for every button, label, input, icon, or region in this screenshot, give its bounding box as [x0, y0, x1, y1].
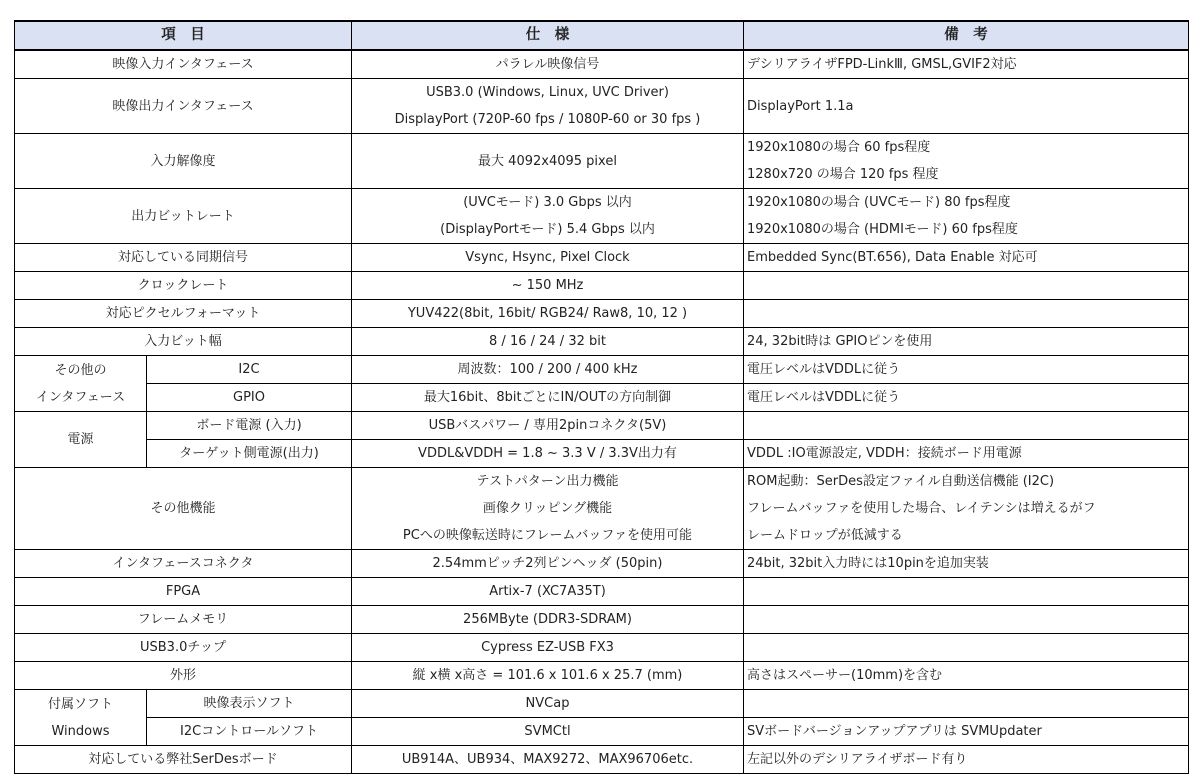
note-cell: [744, 634, 1189, 662]
spec-cell: YUV422(8bit, 16bit/ RGB24/ Raw8, 10, 12 ): [352, 300, 744, 328]
row-label: フレームメモリ: [15, 606, 352, 634]
note-cell: 1920x1080の場合 60 fps程度 1280x720 の場合 120 fps 程度: [744, 134, 1189, 189]
note-cell: [744, 300, 1189, 328]
spec-cell: ~ 150 MHz: [352, 272, 744, 300]
header-spec: 仕 様: [352, 21, 744, 50]
row-label: 映像入力インタフェース: [15, 50, 352, 79]
spec-cell: USB3.0 (Windows, Linux, UVC Driver) DisplayPort (720P-60 fps / 1080P-60 or 30 fps ): [352, 79, 744, 134]
row-label: 対応している弊社SerDesボード: [15, 746, 352, 774]
table-row: [15, 244, 1189, 272]
note-cell: 左記以外のデシリアライザボード有り: [744, 746, 1189, 774]
row-label: 入力ビット幅: [15, 328, 352, 356]
note-cell: ROM起動：SerDes設定ファイル自動送信機能 (I2C) フレームバッファを使用した場合、レイテンシは増えるがフ レームドロップが低減する: [744, 468, 1189, 550]
row-label: 対応ピクセルフォーマット: [15, 300, 352, 328]
spec-cell: Artix-7 (XC7A35T): [352, 578, 744, 606]
spec-cell: 2.54mmピッチ2列ピンヘッダ (50pin): [352, 550, 744, 578]
row-label: 映像出力インタフェース: [15, 79, 352, 134]
table-row: [15, 634, 1189, 662]
spec-cell: テストパターン出力機能 画像クリッピング機能 PCへの映像転送時にフレームバッファを使用可能: [352, 468, 744, 550]
note-cell: 1920x1080の場合 (UVCモード) 80 fps程度 1920x1080の場合 (HDMIモード) 60 fps程度: [744, 189, 1189, 244]
table-row: [15, 412, 1189, 440]
spec-cell: USBバスパワー / 専用2pinコネクタ(5V): [352, 412, 744, 440]
note-cell: 電圧レベルはVDDLに従う: [744, 356, 1189, 384]
note-cell: デシリアライザFPD-LinkⅢ, GMSL,GVIF2対応: [744, 50, 1189, 79]
note-cell: VDDL :IO電源設定, VDDH：接続ボード用電源: [744, 440, 1189, 468]
table-row: [15, 189, 1189, 244]
table-row: [15, 272, 1189, 300]
spec-cell: 8 / 16 / 24 / 32 bit: [352, 328, 744, 356]
spec-cell: パラレル映像信号: [352, 50, 744, 79]
spec-cell: UB914A、UB934、MAX9272、MAX96706etc.: [352, 746, 744, 774]
table-row: [15, 134, 1189, 189]
sub-label: 映像表示ソフト: [147, 690, 352, 718]
sub-label: GPIO: [147, 384, 352, 412]
group-label: その他の インタフェース: [15, 356, 147, 412]
note-cell: 24, 32bit時は GPIOピンを使用: [744, 328, 1189, 356]
spec-cell: Cypress EZ-USB FX3: [352, 634, 744, 662]
spec-cell: SVMCtl: [352, 718, 744, 746]
spec-cell: (UVCモード) 3.0 Gbps 以内 (DisplayPortモード) 5.4 Gbps 以内: [352, 189, 744, 244]
group-label: 付属ソフト Windows: [15, 690, 147, 746]
row-label: インタフェースコネクタ: [15, 550, 352, 578]
spec-cell: 最大 4092x4095 pixel: [352, 134, 744, 189]
table-row: [15, 468, 1189, 550]
table-row: [15, 578, 1189, 606]
header-row: [15, 21, 1189, 50]
row-label: 対応している同期信号: [15, 244, 352, 272]
row-label: その他機能: [15, 468, 352, 550]
group-label: 電源: [15, 412, 147, 468]
note-cell: [744, 272, 1189, 300]
table-row: [15, 384, 1189, 412]
note-cell: [744, 578, 1189, 606]
table-row: [15, 328, 1189, 356]
note-cell: 24bit, 32bit入力時には10pinを追加実装: [744, 550, 1189, 578]
note-cell: SVボードバージョンアップアプリは SVMUpdater: [744, 718, 1189, 746]
sub-label: I2C: [147, 356, 352, 384]
header-note: 備 考: [744, 21, 1189, 50]
sub-label: I2Cコントロールソフト: [147, 718, 352, 746]
spec-cell: 最大16bit、8bitごとにIN/OUTの方向制御: [352, 384, 744, 412]
spec-cell: 256MByte (DDR3-SDRAM): [352, 606, 744, 634]
header-item: 項 目: [15, 21, 352, 50]
note-cell: [744, 606, 1189, 634]
row-label: 外形: [15, 662, 352, 690]
table-row: [15, 440, 1189, 468]
table-row: [15, 718, 1189, 746]
sub-label: ボード電源 (入力): [147, 412, 352, 440]
note-cell: 高さはスペーサー(10mm)を含む: [744, 662, 1189, 690]
table-row: [15, 662, 1189, 690]
spec-table: [14, 20, 1189, 774]
row-label: 出力ビットレート: [15, 189, 352, 244]
row-label: FPGA: [15, 578, 352, 606]
row-label: クロックレート: [15, 272, 352, 300]
table-row: [15, 550, 1189, 578]
sub-label: ターゲット側電源(出力): [147, 440, 352, 468]
table-row: [15, 606, 1189, 634]
table-row: [15, 300, 1189, 328]
note-cell: Embedded Sync(BT.656), Data Enable 対応可: [744, 244, 1189, 272]
spec-cell: 縦 x横 x高さ = 101.6 x 101.6 x 25.7 (mm): [352, 662, 744, 690]
table-row: [15, 356, 1189, 384]
spec-cell: NVCap: [352, 690, 744, 718]
row-label: 入力解像度: [15, 134, 352, 189]
spec-cell: Vsync, Hsync, Pixel Clock: [352, 244, 744, 272]
note-cell: DisplayPort 1.1a: [744, 79, 1189, 134]
table-row: [15, 79, 1189, 134]
row-label: USB3.0チップ: [15, 634, 352, 662]
note-cell: 電圧レベルはVDDLに従う: [744, 384, 1189, 412]
note-cell: [744, 690, 1189, 718]
table-row: [15, 746, 1189, 774]
spec-cell: 周波数：100 / 200 / 400 kHz: [352, 356, 744, 384]
table-row: [15, 690, 1189, 718]
table-row: [15, 50, 1189, 79]
note-cell: [744, 412, 1189, 440]
spec-cell: VDDL&VDDH = 1.8 ~ 3.3 V / 3.3V出力有: [352, 440, 744, 468]
